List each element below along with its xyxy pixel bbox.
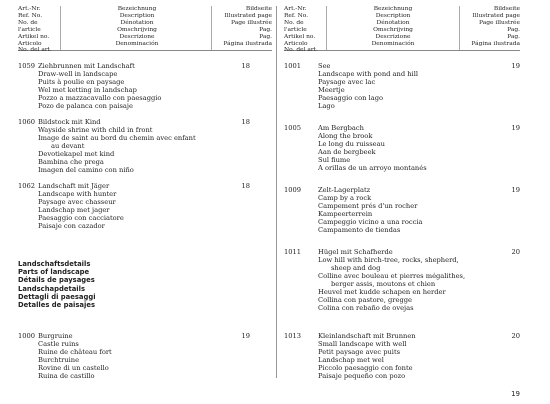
entry-page: 19 — [511, 124, 520, 132]
catalog-entry — [284, 187, 520, 239]
header-divider — [459, 6, 460, 50]
header-art-nr — [18, 6, 58, 54]
entry-line: Wel met ketting in landschap — [38, 85, 137, 94]
header-bild-label: Pag. — [259, 26, 272, 33]
entry-line: Paisaje pequeño con pozo — [318, 371, 406, 380]
catalog-entry — [284, 249, 520, 317]
header-art-label: Artikel no. — [284, 33, 316, 40]
catalog-entry — [284, 63, 520, 115]
entry-number: 1013 — [284, 332, 302, 340]
header-bild-label: Pag. — [507, 26, 520, 33]
left-column — [18, 6, 272, 380]
header-bildseite — [214, 6, 272, 47]
header-bild-label: Página ilustrada — [223, 40, 272, 47]
entry-line: Paesaggio con lago — [318, 93, 384, 102]
entry-line: Pozzo a mazzacavallo con paesaggio — [38, 93, 162, 102]
entry-number: 1009 — [284, 186, 302, 194]
header-art-label: Art.-Nr. — [18, 6, 41, 12]
entry-line: Image de saint au bord du chemin avec enfant — [38, 133, 196, 142]
left-header — [18, 6, 272, 54]
entry-descriptions — [38, 183, 124, 231]
entry-line: Pozo de palanca con paisaje — [38, 101, 133, 110]
entry-line: See — [318, 62, 331, 70]
entry-number: 1060 — [18, 118, 36, 126]
entry-line: Small landscape with well — [318, 339, 407, 348]
entry-line: Colline avec bouleau et pierres mégalithes, — [318, 271, 466, 280]
entry-line: Campamento de tiendas — [318, 225, 401, 234]
entry-line: Burgruine — [38, 332, 73, 340]
section-title: Landschapdetails — [18, 284, 86, 293]
entry-line: berger assis, moutons et chien — [331, 279, 436, 288]
header-bez-label: Description — [119, 12, 155, 19]
entry-line: Zelt-Lagerplatz — [318, 186, 371, 194]
header-divider — [60, 6, 61, 50]
entry-descriptions — [38, 333, 112, 381]
entry-line: Puits à poulie en paysage — [38, 77, 125, 86]
entry-line: Landschaft mit Jäger — [38, 182, 110, 190]
entry-line: Wayside shrine with child in front — [38, 125, 153, 134]
entry-line: Draw-well in landscape — [38, 69, 118, 78]
right-header — [284, 6, 520, 54]
header-art-label: Articolo — [18, 40, 42, 47]
header-bild-label: Illustrated page — [472, 12, 520, 19]
entry-line: Kampeerterrein — [318, 209, 373, 218]
entry-line: Lago — [318, 101, 335, 110]
catalog-entry — [18, 333, 272, 385]
section-title: Detalles de paisajes — [18, 301, 96, 310]
entry-line: Meertje — [318, 85, 345, 94]
entry-line: Kleinlandschaft mit Brunnen — [318, 332, 416, 340]
entry-line: Ruine de château fort — [38, 347, 112, 356]
entry-descriptions — [318, 249, 465, 313]
entry-line: Burchtruine — [38, 355, 80, 364]
section-title: Parts of landscape — [18, 268, 90, 277]
header-bild-label: Page illustrée — [479, 19, 520, 26]
header-art-label: Ref. No. — [18, 12, 43, 19]
header-art-label: No. de l'article — [284, 19, 307, 33]
entry-line: Low hill with birch-tree, rocks, shepherd, — [318, 255, 459, 264]
entry-line: Colina con rebaño de ovejas — [318, 303, 414, 312]
entry-line: au devant — [51, 141, 85, 150]
entry-page: 20 — [511, 248, 520, 256]
section-title: Dettagli di paesaggi — [18, 292, 96, 301]
header-bez-label: Dénotation — [120, 19, 154, 26]
header-bild-label: Página ilustrada — [471, 40, 520, 47]
header-bild-label: Bildseite — [493, 6, 520, 12]
entry-line: Imagen del camino con niño — [38, 165, 134, 174]
header-divider — [326, 6, 327, 50]
entry-number: 1062 — [18, 182, 36, 190]
entry-line: A orillas de un arroyo montanés — [318, 163, 427, 172]
entry-line: Castle ruins — [38, 339, 79, 348]
entry-line: Paysage avec lac — [318, 77, 376, 86]
header-bez-label: Bezeichnung — [373, 6, 413, 12]
header-bild-label: Page illustrée — [231, 19, 272, 26]
entry-line: Rovine di un castello — [38, 363, 109, 372]
entry-line: Campeggio vicino a una roccia — [318, 217, 423, 226]
header-art-label: No. de l'article — [18, 19, 41, 33]
header-bildseite — [462, 6, 520, 47]
header-bezeichnung — [62, 6, 212, 47]
header-art-nr — [284, 6, 324, 54]
column-divider — [276, 6, 277, 378]
header-art-label: Ref. No. — [284, 12, 309, 19]
entry-line: Along the brook — [318, 131, 373, 140]
entry-page: 18 — [241, 62, 250, 70]
section-title: Détails de paysages — [18, 276, 95, 285]
header-bez-label: Dénotation — [376, 19, 410, 26]
header-art-label: Articolo — [284, 40, 308, 47]
header-bez-label: Omschrijving — [373, 26, 413, 33]
header-bild-label: Pag. — [259, 33, 272, 40]
entry-descriptions — [318, 333, 416, 381]
entry-line: Campement prés d'un rocher — [318, 201, 418, 210]
entry-line: Petit paysage avec puits — [318, 347, 401, 356]
header-bild-label: Pag. — [507, 33, 520, 40]
entry-line: Landscape with pond and hill — [318, 69, 418, 78]
entry-descriptions — [318, 63, 418, 111]
entry-number: 1005 — [284, 124, 302, 132]
entry-line: Landschap met jager — [38, 205, 110, 214]
entry-line: Devotiekapel met kind — [38, 149, 115, 158]
entry-line: Am Bergbach — [318, 124, 364, 132]
entry-page: 19 — [511, 62, 520, 70]
header-bezeichnung — [328, 6, 458, 47]
entry-line: Ziehbrunnen mit Landschaft — [38, 62, 135, 70]
entry-descriptions — [38, 119, 196, 175]
header-art-label: Art.-Nr. — [284, 6, 307, 12]
catalog-entry — [18, 119, 272, 179]
entry-number: 1059 — [18, 62, 36, 70]
catalog-entry — [284, 125, 520, 177]
entry-line: Bambina che prega — [38, 157, 104, 166]
header-bez-label: Denominación — [115, 40, 159, 47]
entry-page: 18 — [241, 182, 250, 190]
entry-line: Piccolo paesaggio con fonte — [318, 363, 413, 372]
header-art-label: Artikel no. — [18, 33, 50, 40]
header-bez-label: Bezeichnung — [117, 6, 157, 12]
entry-line: Paysage avec chasseur — [38, 197, 116, 206]
entry-number: 1011 — [284, 248, 302, 256]
entry-page: 20 — [511, 332, 520, 340]
entry-line: Collina con pastore, gregge — [318, 295, 412, 304]
header-bez-label: Description — [375, 12, 411, 19]
section-title: Landschaftsdetails — [18, 260, 91, 268]
entry-line: Landschap met wel — [318, 355, 384, 364]
header-bez-label: Descrizione — [375, 33, 411, 40]
entry-line: Paisaje con cazador — [38, 221, 105, 230]
header-bez-label: Descrizione — [119, 33, 155, 40]
entry-page: 19 — [511, 186, 520, 194]
entry-descriptions — [318, 125, 427, 173]
entry-line: Sul fiume — [318, 155, 351, 164]
entry-number: 1001 — [284, 62, 302, 70]
header-bild-label: Bildseite — [245, 6, 272, 12]
entry-line: Heuvel met kudde schapen en herder — [318, 287, 446, 296]
entry-line: Paesaggio con cacciatore — [38, 213, 124, 222]
entry-line: Le long du ruisseau — [318, 139, 385, 148]
entry-number: 1000 — [18, 332, 36, 340]
header-bez-label: Denominación — [371, 40, 415, 47]
entry-line: Bildstock mit Kind — [38, 118, 101, 126]
entry-descriptions — [38, 63, 161, 111]
page-number: 19 — [511, 390, 520, 398]
header-bild-label: Illustrated page — [224, 12, 272, 19]
entry-line: Ruina de castillo — [38, 371, 95, 380]
section-title-block — [18, 260, 96, 309]
entry-line: Hügel mit Schafherde — [318, 248, 393, 256]
entry-page: 19 — [241, 332, 250, 340]
entry-page: 18 — [241, 118, 250, 126]
header-art-label: No. del art. — [18, 47, 52, 54]
header-divider — [211, 6, 212, 50]
entry-line: Camp by a rock — [318, 193, 372, 202]
catalog-entry — [18, 63, 272, 115]
header-bez-label: Omschrijving — [117, 26, 157, 33]
catalog-entry — [284, 333, 520, 385]
entry-line: sheep and dog — [331, 263, 381, 272]
header-art-label: No. del art. — [284, 47, 318, 54]
right-column — [284, 6, 520, 380]
entry-descriptions — [318, 187, 422, 235]
entry-line: Aan de bergbeek — [318, 147, 376, 156]
catalog-entry — [18, 183, 272, 235]
entry-line: Landscape with hunter — [38, 189, 117, 198]
